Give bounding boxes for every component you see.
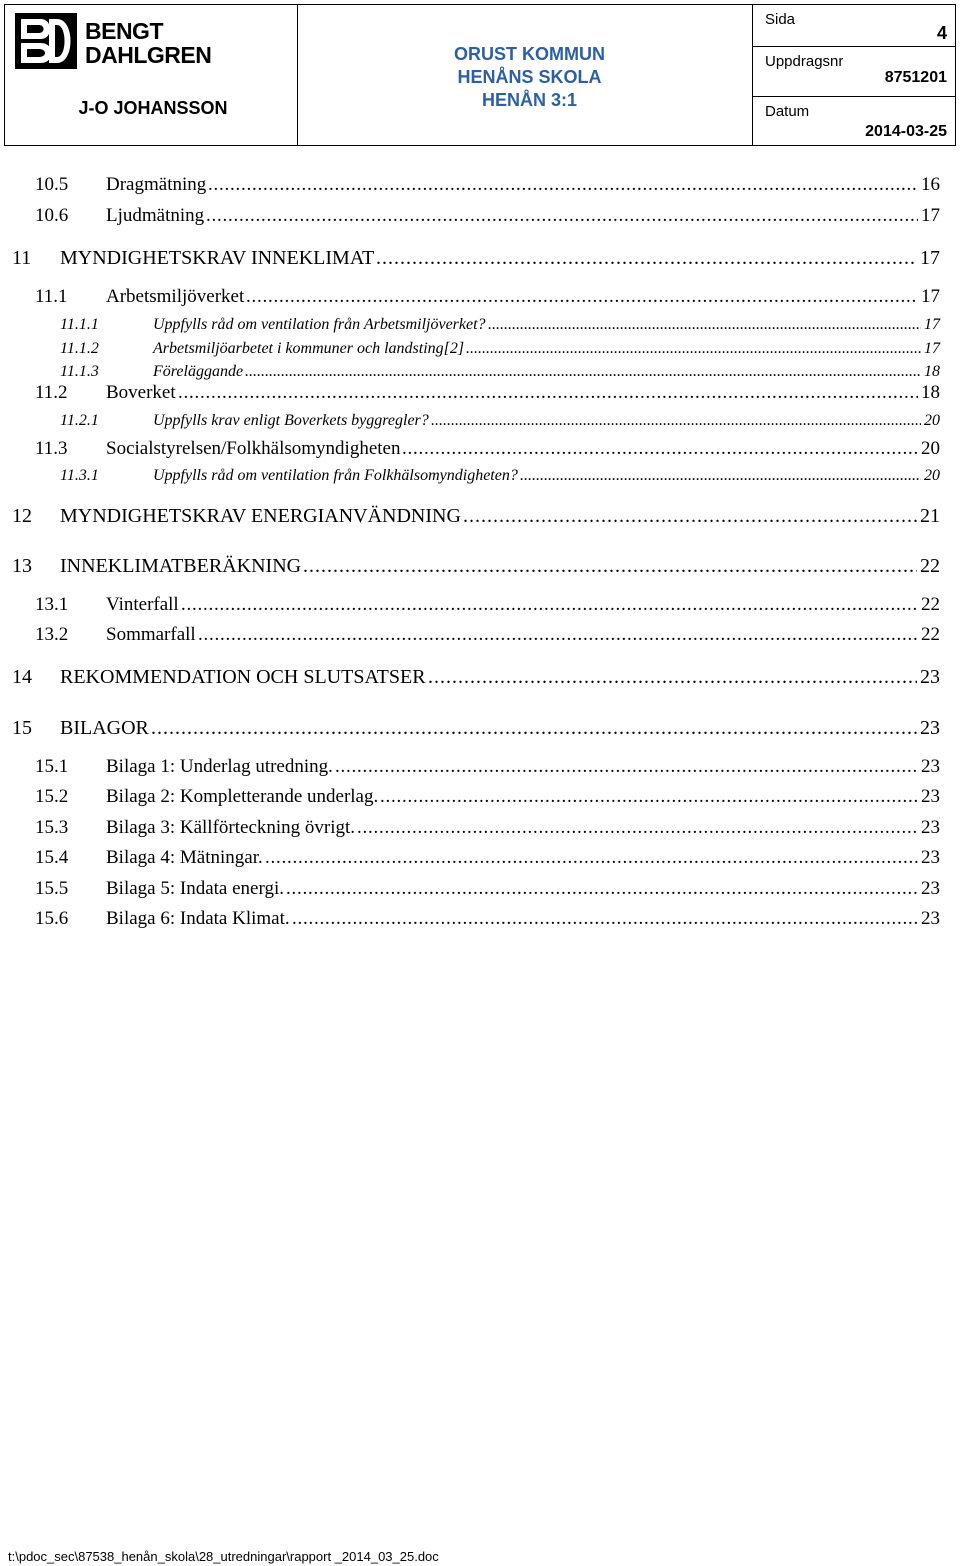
toc-title: Dragmätning bbox=[106, 174, 207, 195]
toc-leader-dots bbox=[178, 382, 918, 404]
toc-number: 11.1.2 bbox=[60, 340, 99, 357]
toc-entry[interactable] bbox=[0, 878, 960, 902]
toc-title: Uppfylls råd om ventilation från Folkhälsomyndigheten? bbox=[153, 467, 518, 484]
toc-title: Sommarfall bbox=[106, 624, 196, 645]
toc-title: Föreläggande bbox=[153, 363, 244, 380]
toc-page-number: 17 bbox=[921, 205, 940, 226]
toc-title: INNEKLIMATBERÄKNING bbox=[60, 555, 302, 577]
toc-number: 14 bbox=[12, 666, 32, 688]
toc-entry[interactable] bbox=[0, 817, 960, 841]
toc-title: BILAGOR bbox=[60, 717, 149, 739]
toc-number: 15.3 bbox=[35, 817, 69, 838]
assignment-label: Uppdragsnr bbox=[765, 53, 844, 70]
toc-title: Bilaga 2: Kompletterande underlag. bbox=[106, 786, 379, 807]
toc-page-number: 23 bbox=[921, 878, 940, 899]
toc-leader-dots bbox=[151, 717, 917, 740]
date-value: 2014-03-25 bbox=[865, 123, 947, 140]
toc-page-number: 17 bbox=[921, 286, 940, 307]
toc-page-number: 23 bbox=[921, 817, 940, 838]
file-path-footer: t:\pdoc_sec\87538_henån_skola\28_utredningar\rapport _2014_03_25.doc bbox=[8, 1549, 439, 1564]
toc-title: MYNDIGHETSKRAV ENERGIANVÄNDNING bbox=[60, 505, 461, 527]
company-logo bbox=[15, 13, 245, 71]
toc-number: 13 bbox=[12, 555, 32, 577]
toc-page-number: 23 bbox=[921, 908, 940, 929]
toc-leader-dots bbox=[380, 786, 918, 808]
page-number: 4 bbox=[936, 23, 947, 43]
toc-number: 11 bbox=[12, 247, 32, 269]
toc-entry[interactable] bbox=[0, 412, 960, 436]
toc-entry[interactable] bbox=[0, 756, 960, 780]
toc-title: Uppfylls råd om ventilation från Arbetsmiljöverket? bbox=[153, 316, 486, 333]
toc-page-number: 20 bbox=[924, 412, 940, 429]
toc-number: 15.6 bbox=[35, 908, 69, 929]
toc-leader-dots bbox=[181, 594, 918, 616]
toc-number: 11.2 bbox=[35, 382, 68, 403]
toc-entry[interactable] bbox=[0, 340, 960, 364]
header-divider bbox=[297, 5, 298, 145]
toc-leader-dots bbox=[303, 555, 917, 578]
toc-leader-dots bbox=[376, 247, 917, 270]
toc-number: 11.3 bbox=[35, 438, 68, 459]
toc-page-number: 16 bbox=[921, 174, 940, 195]
toc-entry[interactable] bbox=[0, 908, 960, 932]
logo-text: DAHLGREN bbox=[85, 42, 212, 68]
toc-page-number: 21 bbox=[920, 505, 940, 527]
toc-page-number: 23 bbox=[921, 847, 940, 868]
toc-page-number: 20 bbox=[921, 438, 940, 459]
toc-entry[interactable] bbox=[0, 555, 960, 579]
date-label: Datum bbox=[765, 103, 810, 120]
toc-entry[interactable] bbox=[0, 247, 960, 271]
toc-entry[interactable] bbox=[0, 666, 960, 690]
toc-number: 15.5 bbox=[35, 878, 69, 899]
toc-title: Bilaga 5: Indata energi. bbox=[106, 878, 284, 899]
toc-page-number: 17 bbox=[924, 316, 940, 333]
toc-title: Boverket bbox=[106, 382, 176, 403]
toc-leader-dots bbox=[198, 624, 918, 646]
toc-leader-dots bbox=[292, 908, 918, 930]
project-line: HENÅNS SKOLA bbox=[457, 67, 602, 87]
toc-leader-dots bbox=[431, 412, 921, 430]
header-divider bbox=[753, 46, 955, 47]
toc-leader-dots bbox=[246, 286, 918, 308]
toc-title: Arbetsmiljöarbetet i kommuner och landsting[2] bbox=[153, 340, 465, 357]
toc-page-number: 18 bbox=[924, 363, 940, 380]
toc-title: MYNDIGHETSKRAV INNEKLIMAT bbox=[60, 247, 375, 269]
toc-title: Bilaga 6: Indata Klimat. bbox=[106, 908, 290, 929]
toc-page-number: 22 bbox=[920, 555, 940, 577]
project-title bbox=[302, 43, 757, 112]
toc-entry[interactable] bbox=[0, 847, 960, 871]
toc-leader-dots bbox=[466, 340, 921, 358]
toc-title: Socialstyrelsen/Folkhälsomyndigheten bbox=[106, 438, 401, 459]
toc-entry[interactable] bbox=[0, 438, 960, 462]
toc-number: 15 bbox=[12, 717, 32, 739]
toc-entry[interactable] bbox=[0, 717, 960, 741]
bd-logo-icon bbox=[15, 13, 77, 69]
toc-entry[interactable] bbox=[0, 174, 960, 198]
toc-number: 13.1 bbox=[35, 594, 69, 615]
toc-page-number: 17 bbox=[924, 340, 940, 357]
toc-title: Bilaga 1: Underlag utredning. bbox=[106, 756, 333, 777]
toc-entry[interactable] bbox=[0, 786, 960, 810]
toc-number: 11.2.1 bbox=[60, 412, 99, 429]
page-header bbox=[4, 4, 956, 146]
toc-leader-dots bbox=[245, 363, 921, 381]
toc-page-number: 18 bbox=[921, 382, 940, 403]
header-divider bbox=[753, 96, 955, 97]
toc-page-number: 22 bbox=[921, 594, 940, 615]
toc-entry[interactable] bbox=[0, 316, 960, 340]
toc-number: 15.4 bbox=[35, 847, 69, 868]
toc-page-number: 17 bbox=[920, 247, 940, 269]
toc-number: 11.1.1 bbox=[60, 316, 99, 333]
toc-page-number: 22 bbox=[921, 624, 940, 645]
toc-leader-dots bbox=[402, 438, 918, 460]
toc-entry[interactable] bbox=[0, 624, 960, 648]
toc-page-number: 23 bbox=[921, 756, 940, 777]
toc-entry[interactable] bbox=[0, 205, 960, 229]
toc-number: 15.1 bbox=[35, 756, 69, 777]
toc-title: Arbetsmiljöverket bbox=[106, 286, 245, 307]
toc-page-number: 23 bbox=[921, 786, 940, 807]
toc-leader-dots bbox=[265, 847, 918, 869]
project-line: ORUST KOMMUN bbox=[454, 44, 605, 64]
toc-title: Uppfylls krav enligt Boverkets byggregler? bbox=[153, 412, 429, 429]
logo-text: BENGT bbox=[85, 18, 163, 44]
toc-leader-dots bbox=[335, 756, 918, 778]
toc-number: 11.3.1 bbox=[60, 467, 99, 484]
toc-number: 10.5 bbox=[35, 174, 69, 195]
page-label: Sida bbox=[765, 11, 796, 28]
toc-title: Vinterfall bbox=[106, 594, 179, 615]
toc-leader-dots bbox=[463, 505, 917, 528]
toc-entry[interactable] bbox=[0, 286, 960, 310]
toc-title: Bilaga 3: Källförteckning övrigt. bbox=[106, 817, 356, 838]
toc-leader-dots bbox=[428, 666, 917, 689]
project-line: HENÅN 3:1 bbox=[481, 90, 578, 110]
author-name: J-O JOHANSSON bbox=[78, 98, 228, 118]
toc-leader-dots bbox=[488, 316, 921, 334]
toc-entry[interactable] bbox=[0, 594, 960, 618]
toc-title: Bilaga 4: Mätningar. bbox=[106, 847, 263, 868]
toc-leader-dots bbox=[206, 205, 918, 227]
toc-title: REKOMMENDATION OCH SLUTSATSER bbox=[60, 666, 426, 688]
toc-number: 11.1.3 bbox=[60, 363, 99, 380]
toc-entry[interactable] bbox=[0, 505, 960, 529]
toc-entry[interactable] bbox=[0, 467, 960, 491]
toc-entry[interactable] bbox=[0, 382, 960, 406]
toc-page-number: 20 bbox=[924, 467, 940, 484]
toc-leader-dots bbox=[357, 817, 918, 839]
toc-number: 10.6 bbox=[35, 205, 69, 226]
assignment-number: 8751201 bbox=[884, 69, 947, 86]
toc-page-number: 23 bbox=[920, 717, 940, 739]
toc-number: 13.2 bbox=[35, 624, 69, 645]
toc-number: 15.2 bbox=[35, 786, 69, 807]
toc-leader-dots bbox=[520, 467, 921, 485]
toc-number: 11.1 bbox=[35, 286, 68, 307]
toc-title: Ljudmätning bbox=[106, 205, 205, 226]
toc-leader-dots bbox=[208, 174, 918, 196]
toc-number: 12 bbox=[12, 505, 32, 527]
toc-leader-dots bbox=[286, 878, 918, 900]
toc-page-number: 23 bbox=[920, 666, 940, 688]
